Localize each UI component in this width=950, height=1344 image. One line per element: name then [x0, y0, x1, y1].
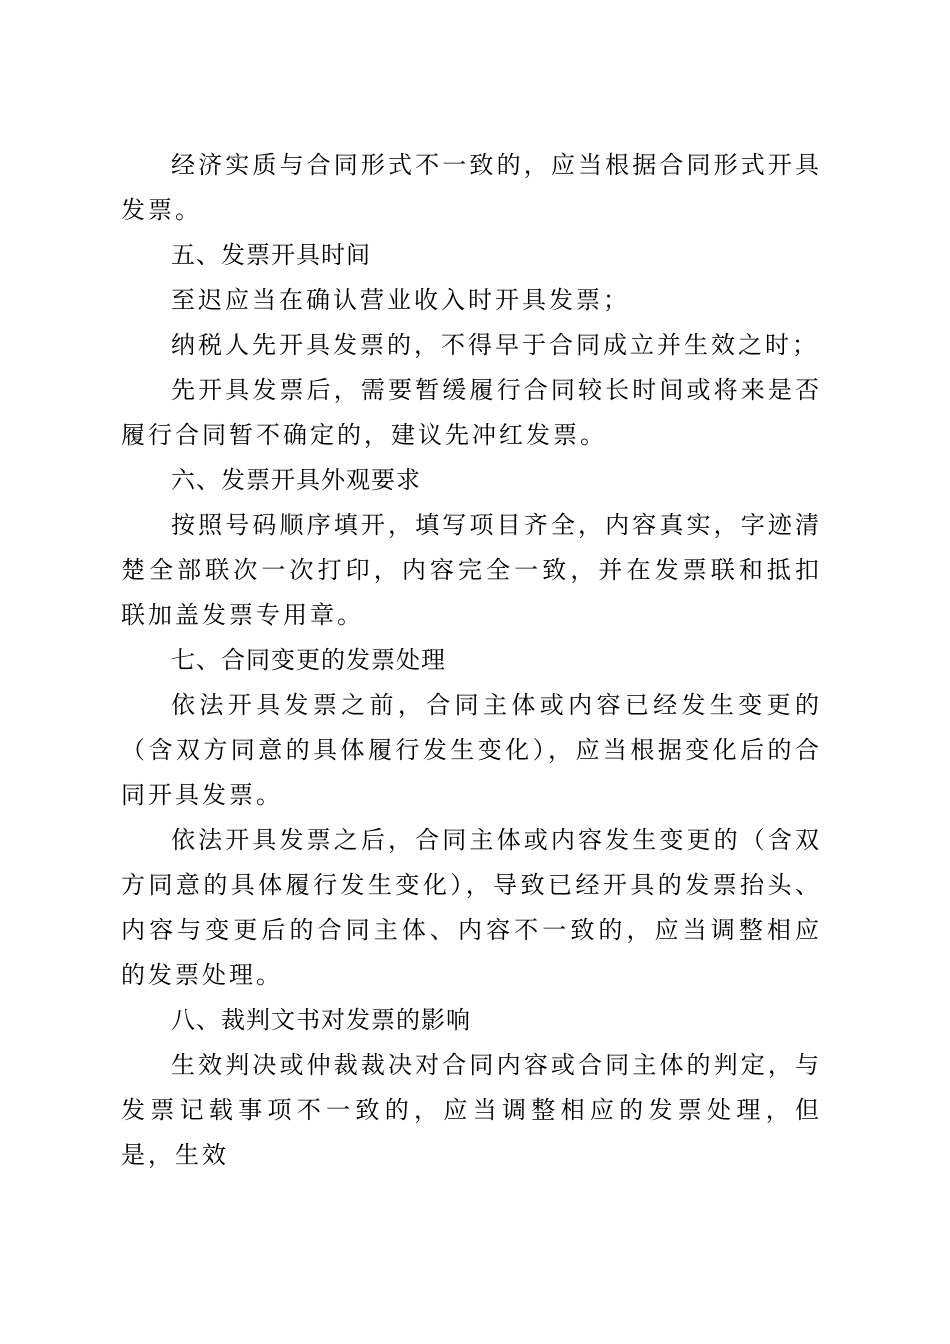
paragraph: 先开具发票后，需要暂缓履行合同较长时间或将来是否履行合同暂不确定的，建议先冲红发票。: [121, 376, 822, 449]
paragraph: 依法开具发票之后，合同主体或内容发生变更的（含双方同意的具体履行发生变化），导致已经开具的发票抬头、内容与变更后的合同主体、内容不一致的，应当调整相应的发票处理。: [121, 826, 822, 989]
paragraph: 纳税人先开具发票的，不得早于合同成立并生效之时；: [171, 331, 819, 359]
paragraph: 依法开具发票之前，合同主体或内容已经发生变更的（含双方同意的具体履行发生变化），应当根据变化后的合同开具发票。: [121, 691, 822, 809]
section-heading-7: 七、合同变更的发票处理: [171, 646, 446, 674]
section-heading-8: 八、裁判文书对发票的影响: [171, 1006, 471, 1034]
paragraph: 经济实质与合同形式不一致的，应当根据合同形式开具发票。: [121, 151, 822, 224]
paragraph: 生效判决或仲裁裁决对合同内容或合同主体的判定，与发票记载事项不一致的，应当调整相应的发票处理，但是，生效: [121, 1051, 822, 1169]
section-heading-5: 五、发票开具时间: [171, 241, 371, 269]
document-body: [121, 143, 822, 1178]
paragraph: 按照号码顺序填开，填写项目齐全，内容真实，字迹清楚全部联次一次打印，内容完全一致，并在发票联和抵扣联加盖发票专用章。: [121, 511, 822, 629]
section-heading-6: 六、发票开具外观要求: [171, 466, 421, 494]
paragraph: 至迟应当在确认营业收入时开具发票；: [171, 286, 630, 314]
